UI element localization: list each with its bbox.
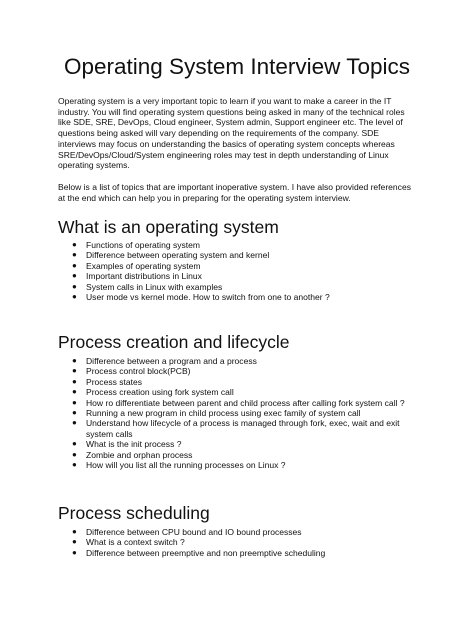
bullet-icon: ● bbox=[72, 397, 77, 407]
bullet-icon: ● bbox=[72, 527, 77, 536]
list-item-text: System calls in Linux with examples bbox=[86, 281, 223, 292]
list-item-text: Difference between operating system and kernel bbox=[86, 250, 270, 261]
list-item-text: User mode vs kernel mode. How to switch from one to another ? bbox=[86, 292, 330, 303]
bullet-icon: ● bbox=[72, 260, 77, 270]
list-item bbox=[72, 450, 422, 460]
section-heading-process-lifecycle: Process creation and lifecycle bbox=[58, 332, 290, 352]
bullet-icon: ● bbox=[72, 418, 77, 428]
list-item bbox=[72, 537, 422, 547]
list-item bbox=[72, 548, 422, 558]
list-item bbox=[72, 377, 422, 387]
list-item-text: How ro differentiate between parent and child process after calling fork system call ? bbox=[86, 397, 405, 408]
list-item-text: Functions of operating system bbox=[86, 240, 201, 250]
section-heading-process-scheduling: Process scheduling bbox=[58, 503, 210, 523]
list-item bbox=[72, 240, 422, 250]
topics-intro-paragraph: Below is a list of topics that are important inoperative system. I have also provided references at the end which can help you in preparing for the operating system interview. bbox=[58, 182, 411, 203]
list-item-text: Understand how lifecycle of a process is managed through fork, exec, wait and exit system calls bbox=[86, 418, 400, 439]
bullet-icon: ● bbox=[72, 537, 77, 547]
bullet-icon: ● bbox=[72, 387, 77, 397]
list-item bbox=[72, 439, 422, 449]
bullet-icon: ● bbox=[72, 449, 77, 459]
bullet-icon: ● bbox=[72, 240, 77, 249]
bullet-icon: ● bbox=[72, 408, 77, 418]
list-item-text: Process creation using fork system call bbox=[86, 387, 234, 398]
list-item bbox=[72, 282, 422, 292]
list-item bbox=[72, 460, 422, 470]
topic-list-process-scheduling bbox=[72, 527, 422, 558]
list-item bbox=[72, 527, 422, 537]
bullet-icon: ● bbox=[72, 281, 77, 291]
list-item-text: Examples of operating system bbox=[86, 260, 201, 271]
bullet-icon: ● bbox=[72, 439, 77, 449]
bullet-icon: ● bbox=[72, 356, 77, 365]
topic-list-operating-system bbox=[72, 240, 422, 302]
bullet-icon: ● bbox=[72, 250, 77, 260]
list-item bbox=[72, 250, 422, 260]
list-item bbox=[72, 398, 422, 408]
list-item bbox=[72, 271, 422, 281]
list-item bbox=[72, 418, 422, 439]
list-item bbox=[72, 387, 422, 397]
list-item-text: How will you list all the running processes on Linux ? bbox=[86, 460, 286, 471]
list-item-text: What is the init process ? bbox=[86, 439, 182, 450]
bullet-icon: ● bbox=[72, 292, 77, 302]
bullet-icon: ● bbox=[72, 460, 77, 470]
list-item-text: Difference between preemptive and non preemptive scheduling bbox=[86, 547, 326, 558]
list-item-text: Running a new program in child process using exec family of system call bbox=[86, 408, 361, 419]
intro-paragraph: Operating system is a very important topic to learn if you want to make a career in the IT industry. You will find operating system questions being asked in many of the technical roles like SDE, SRE, DevOps, Cloud engineer, System admin, Support engineer etc. The level of questions being asked will vary depending on the requirements of the company. SDE interviews may focus on understanding the basics of operating system concepts whereas SRE/DevOps/Cloud/System engineering roles may test in depth understanding of Linux operating systems. bbox=[58, 96, 405, 171]
list-item bbox=[72, 366, 422, 376]
section-heading-operating-system: What is an operating system bbox=[58, 217, 279, 237]
list-item-text: Difference between a program and a process bbox=[86, 356, 257, 366]
bullet-icon: ● bbox=[72, 547, 77, 557]
list-item-text: Process control block(PCB) bbox=[86, 366, 191, 377]
list-item-text: Difference between CPU bound and IO bound processes bbox=[86, 527, 302, 537]
list-item-text: Process states bbox=[86, 376, 143, 387]
document-title: Operating System Interview Topics bbox=[64, 54, 410, 79]
list-item bbox=[72, 261, 422, 271]
list-item bbox=[72, 356, 422, 366]
bullet-icon: ● bbox=[72, 376, 77, 386]
list-item bbox=[72, 292, 422, 302]
list-item-text: What is a context switch ? bbox=[86, 537, 185, 548]
list-item bbox=[72, 408, 422, 418]
topic-list-process-lifecycle bbox=[72, 356, 422, 470]
list-item-text: Zombie and orphan process bbox=[86, 449, 193, 460]
bullet-icon: ● bbox=[72, 271, 77, 281]
list-item-text: Important distributions in Linux bbox=[86, 271, 202, 282]
bullet-icon: ● bbox=[72, 366, 77, 376]
